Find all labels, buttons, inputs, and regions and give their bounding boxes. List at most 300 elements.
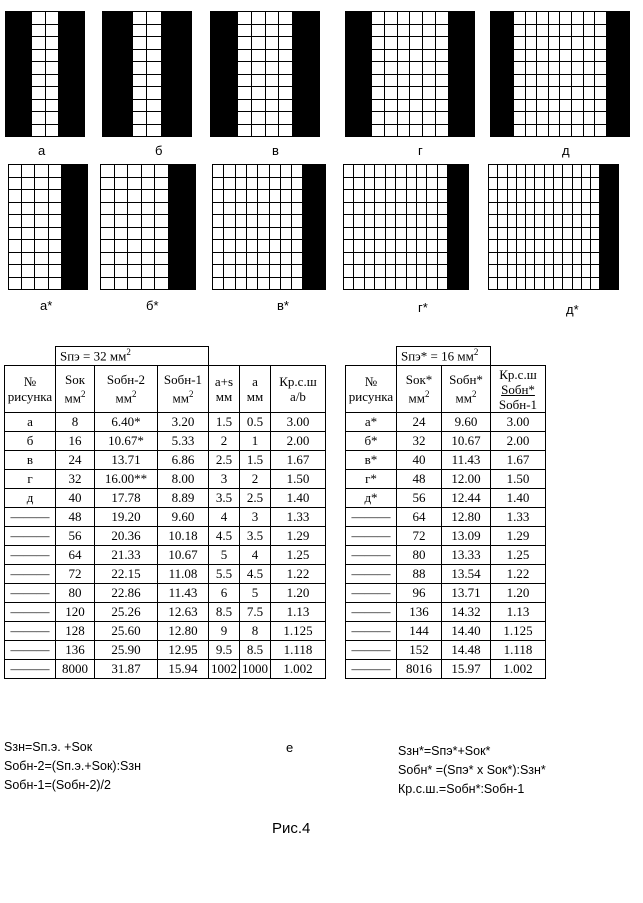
table-left-row — [5, 451, 326, 470]
grid-cell — [545, 178, 553, 190]
grid-cell — [396, 190, 405, 202]
grid-cell — [128, 165, 141, 177]
grid-d — [490, 11, 630, 137]
grid-cell — [236, 265, 246, 277]
grid-cell — [554, 253, 562, 265]
grid-cell — [423, 112, 435, 124]
grid-cell — [591, 228, 599, 240]
grid-cell — [438, 228, 447, 240]
table-left-cell: 9 — [209, 622, 240, 641]
grid-cell — [398, 100, 410, 112]
grid-cell — [354, 165, 363, 177]
table-right-cell: 14.40 — [442, 622, 491, 641]
grid-cell — [75, 278, 87, 290]
grid-cell — [584, 112, 595, 124]
grid-cell — [293, 125, 306, 137]
table-left-cell: г — [5, 470, 56, 489]
grid-cell — [22, 253, 34, 265]
grid-cell — [573, 228, 581, 240]
grid-cell — [375, 228, 384, 240]
grid-cell — [354, 215, 363, 227]
table-right-row — [346, 527, 546, 546]
grid-cell — [584, 25, 595, 37]
grid-cell — [32, 25, 44, 37]
grid-cell — [508, 253, 516, 265]
grid-cell — [306, 62, 319, 74]
table-right-row — [346, 432, 546, 451]
table-right-cell: 13.71 — [442, 584, 491, 603]
grid-cell — [448, 228, 457, 240]
grid-cell — [554, 265, 562, 277]
grid-cell — [142, 265, 155, 277]
grid-cell — [9, 203, 21, 215]
grid-cell — [549, 100, 560, 112]
grid-cell — [62, 190, 74, 202]
grid-cell — [607, 50, 618, 62]
table-left-cell: 8.89 — [158, 489, 209, 508]
table-right-cell: 1.20 — [491, 584, 546, 603]
table-left-cell: 56 — [56, 527, 95, 546]
grid-cell — [517, 253, 525, 265]
grid-cell — [537, 100, 548, 112]
grid-cell — [514, 62, 525, 74]
grid-cell — [162, 12, 176, 24]
grid-cell — [46, 12, 58, 24]
grid-cell — [572, 87, 583, 99]
grid-cell — [573, 215, 581, 227]
table-left-cell: ——— — [5, 565, 56, 584]
grid-cell — [346, 125, 358, 137]
table-left-cell: 17.78 — [95, 489, 158, 508]
grid-cell — [247, 240, 257, 252]
grid-cell — [386, 165, 395, 177]
grid-cell — [372, 125, 384, 137]
grid-d-star-label: д* — [566, 302, 579, 317]
grid-cell — [545, 190, 553, 202]
grid-cell — [115, 215, 128, 227]
grid-cell — [238, 50, 251, 62]
table-left-row — [5, 470, 326, 489]
grid-cell — [315, 203, 325, 215]
table-left-cell: 2.00 — [271, 432, 326, 451]
grid-cell — [584, 87, 595, 99]
table-right — [345, 346, 546, 679]
grid-cell — [169, 178, 182, 190]
table-right-cell: 56 — [397, 489, 442, 508]
grid-cell — [133, 62, 147, 74]
table-left-cell: 31.87 — [95, 660, 158, 679]
grid-cell — [563, 265, 571, 277]
grid-cell — [306, 50, 319, 62]
grid-cell — [359, 75, 371, 87]
table-left-cell: 16 — [56, 432, 95, 451]
table-right-cell: ——— — [346, 603, 397, 622]
grid-cell — [591, 253, 599, 265]
grid-cell — [279, 125, 292, 137]
grid-cell — [375, 215, 384, 227]
grid-cell — [607, 37, 618, 49]
grid-cell — [560, 125, 571, 137]
grid-a-label: а — [38, 143, 46, 158]
grid-cell — [595, 87, 606, 99]
grid-cell — [155, 190, 168, 202]
grid-cell — [582, 228, 590, 240]
grid-cell — [346, 75, 358, 87]
grid-cell — [9, 165, 21, 177]
grid-cell — [147, 100, 161, 112]
grid-cell — [398, 37, 410, 49]
grid-cell — [372, 100, 384, 112]
grid-cell — [224, 178, 234, 190]
grid-cell — [514, 125, 525, 137]
grid-cell — [46, 87, 58, 99]
grid-cell — [385, 75, 397, 87]
grid-cell — [595, 112, 606, 124]
grid-cell — [618, 100, 629, 112]
grid-cell — [59, 75, 71, 87]
grid-cell — [266, 87, 279, 99]
grid-cell — [22, 215, 34, 227]
grid-cell — [9, 265, 21, 277]
grid-cell — [607, 100, 618, 112]
grid-cell — [365, 165, 374, 177]
grid-cell — [545, 240, 553, 252]
table-left-cell: 1.50 — [271, 470, 326, 489]
table-left-cell: ——— — [5, 622, 56, 641]
grid-cell — [35, 165, 47, 177]
grid-cell — [62, 278, 74, 290]
grid-cell — [9, 228, 21, 240]
table-left-cell: 19.20 — [95, 508, 158, 527]
grid-cell — [359, 50, 371, 62]
grid-cell — [517, 278, 525, 290]
table-left-cell: д — [5, 489, 56, 508]
table-left-cell: 22.86 — [95, 584, 158, 603]
grid-cell — [508, 203, 516, 215]
grid-cell — [582, 278, 590, 290]
grid-cell — [396, 203, 405, 215]
table-right-row — [346, 451, 546, 470]
grid-cell — [75, 265, 87, 277]
grid-cell — [610, 178, 618, 190]
grid-cell — [560, 87, 571, 99]
grid-cell — [6, 75, 18, 87]
grid-cell — [177, 37, 191, 49]
grid-cell — [537, 87, 548, 99]
grid-cell — [236, 253, 246, 265]
grid-cell — [508, 278, 516, 290]
table-right-cell: 1.22 — [491, 565, 546, 584]
grid-cell — [118, 75, 132, 87]
grid-cell — [607, 75, 618, 87]
table-left-cell: 1.25 — [271, 546, 326, 565]
grid-cell — [258, 253, 268, 265]
grid-cell — [549, 25, 560, 37]
grid-cell — [545, 253, 553, 265]
grid-cell — [498, 203, 506, 215]
grid-cell — [407, 178, 416, 190]
grid-cell — [292, 215, 302, 227]
table-left-cell: 8 — [240, 622, 271, 641]
grid-cell — [508, 178, 516, 190]
table-right-cell: ——— — [346, 622, 397, 641]
grid-cell — [584, 62, 595, 74]
grid-cell — [563, 165, 571, 177]
grid-cell — [549, 50, 560, 62]
grid-cell — [526, 240, 534, 252]
grid-cell — [247, 190, 257, 202]
table-left-cell: 12.80 — [158, 622, 209, 641]
grid-cell — [417, 240, 426, 252]
grid-cell — [22, 190, 34, 202]
grid-cell — [417, 165, 426, 177]
table-right-cell: 13.09 — [442, 527, 491, 546]
grid-cell — [595, 12, 606, 24]
grid-cell — [32, 100, 44, 112]
grid-cell — [372, 50, 384, 62]
grid-cell — [462, 112, 474, 124]
grid-cell — [6, 87, 18, 99]
grid-cell — [573, 190, 581, 202]
grid-cell — [407, 165, 416, 177]
grid-cell — [526, 25, 537, 37]
grid-cell — [503, 62, 514, 74]
grid-cell — [560, 12, 571, 24]
table-left-row — [5, 508, 326, 527]
grid-cell — [279, 112, 292, 124]
grid-cell — [281, 215, 291, 227]
grid-cell — [225, 37, 238, 49]
table-left-cell: 4.5 — [240, 565, 271, 584]
grid-cell — [427, 165, 436, 177]
grid-cell — [526, 278, 534, 290]
table-left-cell: 8.5 — [209, 603, 240, 622]
grid-cell — [62, 203, 74, 215]
grid-cell — [610, 165, 618, 177]
grid-cell — [270, 165, 280, 177]
grid-cell — [503, 25, 514, 37]
table-left-cell: 1.33 — [271, 508, 326, 527]
grid-cell — [315, 228, 325, 240]
grid-cell — [346, 12, 358, 24]
grid-cell — [315, 215, 325, 227]
grid-cell — [115, 228, 128, 240]
grid-cell — [503, 12, 514, 24]
table-left-cell: в — [5, 451, 56, 470]
grid-cell — [315, 265, 325, 277]
grid-cell — [293, 100, 306, 112]
grid-cell — [508, 228, 516, 240]
grid-cell — [101, 190, 114, 202]
grid-cell — [270, 278, 280, 290]
grid-cell — [610, 190, 618, 202]
grid-cell — [354, 278, 363, 290]
grid-cell — [19, 25, 31, 37]
grid-cell — [19, 62, 31, 74]
grid-cell — [293, 75, 306, 87]
grid-cell — [545, 203, 553, 215]
grid-cell — [213, 240, 223, 252]
grid-cell — [584, 12, 595, 24]
table-left-cell: 11.43 — [158, 584, 209, 603]
grid-cell — [436, 25, 448, 37]
table-left-cell: 24 — [56, 451, 95, 470]
grid-cell — [438, 178, 447, 190]
grid-cell — [293, 12, 306, 24]
grid-cell — [49, 215, 61, 227]
grid-cell — [177, 75, 191, 87]
grid-cell — [19, 12, 31, 24]
grid-cell — [618, 87, 629, 99]
grid-cell — [359, 37, 371, 49]
table-left-cell: 1.118 — [271, 641, 326, 660]
grid-cell — [6, 125, 18, 137]
grid-cell — [258, 228, 268, 240]
grid-cell — [281, 240, 291, 252]
table-left-cell: 6 — [209, 584, 240, 603]
grid-cell — [252, 37, 265, 49]
table-right-cell: 32 — [397, 432, 442, 451]
grid-cell — [182, 178, 195, 190]
table-left-cell: 4 — [240, 546, 271, 565]
grid-cell — [155, 265, 168, 277]
grid-cell — [281, 228, 291, 240]
table-left-cell: ——— — [5, 660, 56, 679]
grid-cell — [238, 25, 251, 37]
grid-cell — [427, 190, 436, 202]
grid-cell — [118, 112, 132, 124]
grid-cell — [563, 278, 571, 290]
table-left-cell: 1.40 — [271, 489, 326, 508]
grid-cell — [372, 37, 384, 49]
grid-cell — [49, 190, 61, 202]
grid-cell — [236, 228, 246, 240]
grid-cell — [115, 178, 128, 190]
grid-cell — [560, 75, 571, 87]
grid-cell — [526, 228, 534, 240]
grid-cell — [236, 240, 246, 252]
grid-cell — [292, 253, 302, 265]
grid-cell — [162, 50, 176, 62]
grid-cell — [162, 125, 176, 137]
grid-cell — [595, 50, 606, 62]
table-right-cell: г* — [346, 470, 397, 489]
grid-cell — [252, 62, 265, 74]
grid-cell — [293, 50, 306, 62]
grid-a — [5, 11, 85, 137]
grid-cell — [49, 165, 61, 177]
grid-cell — [503, 125, 514, 137]
table-left-row — [5, 603, 326, 622]
grid-cell — [303, 165, 313, 177]
grid-cell — [142, 253, 155, 265]
grid-cell — [375, 265, 384, 277]
grid-cell — [535, 265, 543, 277]
grid-cell — [537, 62, 548, 74]
grid-cell — [346, 112, 358, 124]
grid-cell — [75, 203, 87, 215]
table-left-cell: 6.40* — [95, 413, 158, 432]
table-left-cell: 9.60 — [158, 508, 209, 527]
grid-cell — [375, 278, 384, 290]
grid-cell — [49, 265, 61, 277]
grid-cell — [386, 215, 395, 227]
grid-cell — [306, 112, 319, 124]
grid-cell — [211, 87, 224, 99]
grid-cell — [72, 37, 84, 49]
grid-cell — [344, 190, 353, 202]
grid-cell — [436, 112, 448, 124]
grid-cell — [128, 253, 141, 265]
grid-cell — [292, 228, 302, 240]
table-left-cell: 8.5 — [240, 641, 271, 660]
grid-cell — [9, 240, 21, 252]
grid-cell — [225, 100, 238, 112]
grid-cell — [46, 62, 58, 74]
grid-cell — [417, 215, 426, 227]
table-right-row — [346, 584, 546, 603]
grid-cell — [489, 203, 497, 215]
table-left-cell: 1000 — [240, 660, 271, 679]
table-left-cell: 16.00** — [95, 470, 158, 489]
grid-cell — [252, 75, 265, 87]
grid-cell — [396, 215, 405, 227]
grid-cell — [35, 215, 47, 227]
table-left-cell: ——— — [5, 603, 56, 622]
grid-cell — [618, 62, 629, 74]
table-left-cell: 8 — [56, 413, 95, 432]
grid-cell — [359, 87, 371, 99]
grid-cell — [224, 165, 234, 177]
grid-cell — [375, 253, 384, 265]
grid-cell — [359, 100, 371, 112]
grid-cell — [133, 12, 147, 24]
grid-cell — [225, 62, 238, 74]
table-left-cell: 80 — [56, 584, 95, 603]
table-right-row — [346, 622, 546, 641]
grid-cell — [462, 12, 474, 24]
formulas-right — [398, 742, 546, 799]
grid-cell — [224, 203, 234, 215]
grid-cell — [315, 253, 325, 265]
table-right-cell: 12.44 — [442, 489, 491, 508]
grid-cell — [459, 265, 468, 277]
grid-cell — [372, 87, 384, 99]
grid-cell — [155, 215, 168, 227]
grid-cell — [22, 265, 34, 277]
grid-cell — [6, 37, 18, 49]
grid-cell — [213, 253, 223, 265]
grid-cell — [618, 50, 629, 62]
grid-cell — [293, 37, 306, 49]
grid-cell — [438, 190, 447, 202]
grid-cell — [618, 125, 629, 137]
grid-cell — [162, 62, 176, 74]
grid-cell — [398, 75, 410, 87]
grid-cell — [489, 190, 497, 202]
grid-cell — [247, 178, 257, 190]
grid-cell — [600, 240, 608, 252]
grid-cell — [591, 190, 599, 202]
grid-cell — [459, 178, 468, 190]
table-right-row — [346, 489, 546, 508]
grid-cell — [498, 253, 506, 265]
table-left-cell: 15.94 — [158, 660, 209, 679]
grid-cell — [225, 25, 238, 37]
grid-cell — [211, 75, 224, 87]
grid-cell — [252, 25, 265, 37]
grid-cell — [600, 228, 608, 240]
